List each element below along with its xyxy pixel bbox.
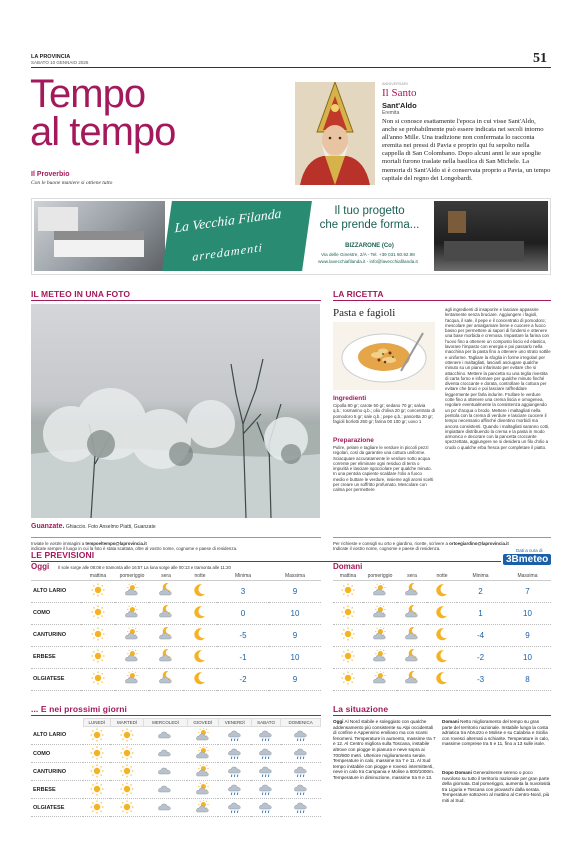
cloud-moon-icon — [149, 580, 183, 602]
situazione-rule — [333, 715, 551, 716]
cloud-moon-icon — [397, 668, 427, 690]
saint-portrait-icon — [295, 82, 375, 185]
situazione-domani-text: Netto miglioramento del tempo su gran parte del territorio nazionale. Instabile lungo la costa adriatica tra Abruzzo e Molise e su Calabria e Sicilia con rovesci alternati a schiarite. Temperature in calo, massime comprese tra 5 e 11, fino a 13 sulle isole. — [442, 719, 550, 747]
table-row — [333, 602, 551, 624]
table-row — [31, 745, 321, 763]
domani-label: Domani — [333, 562, 363, 571]
sun-cloud-icon — [115, 602, 149, 624]
prossimi-table — [31, 718, 321, 817]
temp-min: -2 — [457, 646, 504, 668]
ingredienti-text: Cipolla 80 gr; carote 50 gr; sedano 70 gr; salvia q.b.; rosmarino q.b.; olio d'oliva 20 gr; concentrato di pomodoro 5 gr; sale q.b.; pepe q.b.; pancetta 20 gr; fagioli borlotti 250 gr; farina 00 100 gr; uovo 1 — [333, 403, 435, 424]
temp-max: 9 — [504, 624, 551, 646]
ad-brand1: La Vecchia Filanda — [174, 205, 282, 236]
sun-info: Il sole sorge alle 08:08 e tramonta alle 16:57 La luna sorge alle 00:13 e tramonta alle 11:20 — [58, 565, 231, 570]
temp-min: -5 — [217, 624, 269, 646]
rain-icon — [281, 763, 321, 781]
page-title — [30, 72, 176, 154]
situazione-oggi-text: Al Nord stabile e soleggiato con qualche addensamento più consistente su Alpi occidentali di confine e Appennino emiliano ma con scarsi fenomeni. Temperature in aumento, massime tra 7 e 12. Al Centro migliora sulla Toscana, instabile altrove con piogge in pianura e neve sopra ai 700/800 metri. Ulteriore miglioramento serale. Temperature in calo, massime tra 7 e 11. Al Sud tempo instabile con piogge e rovesci intermittenti, neve in calo tra Campania e Molise a 800/1000m. Temperature in diminuzione, massime tra 9 e 13. — [333, 719, 436, 780]
domani-table — [333, 572, 551, 691]
col-massima: Massima — [269, 572, 321, 580]
moon-icon — [183, 646, 217, 668]
moon-icon — [427, 668, 457, 690]
photo-note-text2: indicate sempre il luogo in cui la foto è stata scattata, oltre al vostro nome, cognome e paese di residenza. — [31, 546, 238, 552]
day-header: MERCOLEDÌ — [144, 719, 188, 727]
sun-icon — [83, 763, 110, 781]
cloud-icon — [144, 781, 188, 799]
frozen-landscape-icon — [31, 304, 320, 518]
rain-icon — [281, 745, 321, 763]
advertisement — [31, 198, 551, 275]
cloud-moon-icon — [149, 668, 183, 690]
table-row — [31, 799, 321, 817]
sun-icon — [110, 781, 143, 799]
sun-cloud-icon — [115, 668, 149, 690]
meteo-foto-header: IL METEO IN UNA FOTO — [31, 289, 131, 299]
temp-max: 8 — [504, 668, 551, 690]
day-header: DOMENICA — [281, 719, 321, 727]
col-pomeriggio: pomeriggio — [363, 572, 397, 580]
sun-icon — [333, 624, 363, 646]
ricetta-note-email[interactable]: ortoegiardino@laprovincia.it — [449, 541, 509, 546]
sun-icon — [333, 580, 363, 602]
rain-icon — [281, 781, 321, 799]
temp-max: 10 — [504, 602, 551, 624]
sun-cloud-icon — [187, 727, 218, 745]
location-name: CANTURINO — [31, 624, 81, 646]
moon-icon — [183, 668, 217, 690]
location-name: ALTO LARIO — [31, 727, 83, 745]
ad-logo — [162, 201, 312, 271]
sun-cloud-icon — [363, 668, 397, 690]
cloud-moon-icon — [149, 624, 183, 646]
temp-max: 10 — [504, 646, 551, 668]
moon-icon — [427, 624, 457, 646]
temp-min: 3 — [217, 580, 269, 602]
cloud-icon — [144, 745, 188, 763]
sun-icon — [83, 727, 110, 745]
rain-icon — [281, 727, 321, 745]
day-header: GIOVEDÌ — [187, 719, 218, 727]
meteo-credit-logo: 3Bmeteo — [503, 554, 551, 565]
sun-icon — [110, 763, 143, 781]
sun-cloud-icon — [187, 745, 218, 763]
proverbio-label: Il Proverbio — [31, 171, 70, 178]
table-row — [31, 727, 321, 745]
col-minima: Minima — [457, 572, 504, 580]
moon-icon — [427, 602, 457, 624]
sun-icon — [83, 799, 110, 817]
col-mattina: mattina — [333, 572, 363, 580]
temp-max: 7 — [504, 580, 551, 602]
table-row — [333, 646, 551, 668]
location-name: ALTO LARIO — [31, 580, 81, 602]
situazione-dopo — [442, 770, 551, 804]
cloud-moon-icon — [149, 602, 183, 624]
photo-caption-text: Ghiaccio. Foto Anselmo Piatti, Guanzate — [65, 524, 156, 530]
santo-role: Eremita — [382, 110, 400, 116]
photo-caption — [31, 523, 156, 530]
day-header: LUNEDÌ — [83, 719, 110, 727]
sun-icon — [110, 799, 143, 817]
ad-slogan2: che prende forma... — [319, 219, 420, 231]
ricetta-note-text2: Indicate il vostro nome, cognome e paese di residenza. — [333, 546, 441, 552]
col-sera: sera — [397, 572, 427, 580]
photo-caption-bold: Guanzate. — [31, 523, 65, 530]
ad-address: Via delle Ginestre, 2/A - Tel. +39 031 80.92.98 — [321, 252, 415, 257]
rain-icon — [251, 727, 281, 745]
proverbio-text: Con le buone maniere si ottiene tutto — [31, 180, 113, 186]
rain-icon — [218, 745, 251, 763]
temp-min: 0 — [217, 602, 269, 624]
table-row — [333, 580, 551, 602]
sun-cloud-icon — [187, 781, 218, 799]
previsioni-rule — [31, 561, 501, 562]
saint-portrait — [295, 82, 375, 185]
photo-note-email[interactable]: tempoeltempo@laprovincia.it — [85, 541, 147, 546]
cloud-moon-icon — [397, 602, 427, 624]
temp-max: 9 — [269, 668, 321, 690]
moon-icon — [427, 646, 457, 668]
temp-max: 9 — [269, 580, 321, 602]
cloud-moon-icon — [149, 646, 183, 668]
sun-cloud-icon — [115, 646, 149, 668]
rain-icon — [251, 763, 281, 781]
moon-icon — [183, 602, 217, 624]
ricetta-rule — [333, 300, 551, 301]
sun-icon — [333, 668, 363, 690]
ingredienti-label: Ingredienti — [333, 395, 367, 402]
sun-cloud-icon — [187, 763, 218, 781]
day-header: VENERDÌ — [218, 719, 251, 727]
preparazione-text: Pulire, pelare e tagliare le verdure in piccoli pezzi regolari, così da garantire una cottura uniforme. Sciacquare accuratamente le verdure sotto acqua corrente per eliminare ogni residuo di terra o impurità e lasciare sgocciolare per qualche minuto. In una pentola capiente scaldare l'olio a fuoco medio e buttare le verdure, insieme agli aromi scelti per creare un soffritto profumato. Mescolare con calma per permettere — [333, 445, 434, 493]
temp-min: -3 — [457, 668, 504, 690]
photo-note-text1: Inviate le vostre immagini a — [31, 541, 86, 546]
rain-icon — [281, 799, 321, 817]
table-row — [31, 580, 321, 602]
previsioni-header: LE PREVISIONI — [31, 550, 95, 560]
col-pomeriggio: pomeriggio — [115, 572, 149, 580]
sun-icon — [81, 646, 115, 668]
day-header: MARTEDÌ — [110, 719, 143, 727]
rain-icon — [251, 799, 281, 817]
temp-min: 2 — [457, 580, 504, 602]
sun-icon — [81, 580, 115, 602]
cloud-moon-icon — [397, 624, 427, 646]
ricetta-note-text1: Per richieste e consigli su orto e giardino, ricette, scrivere a — [333, 541, 450, 546]
rain-icon — [218, 781, 251, 799]
cloud-moon-icon — [397, 646, 427, 668]
masthead-rule — [31, 67, 551, 68]
sun-icon — [81, 602, 115, 624]
table-row — [333, 624, 551, 646]
meteo-photo — [31, 304, 320, 518]
col-notte: notte — [183, 572, 217, 580]
col-minima: Minima — [217, 572, 269, 580]
table-row — [31, 602, 321, 624]
location-name: OLGIATESE — [31, 799, 83, 817]
sun-icon — [83, 745, 110, 763]
location-name: COMO — [31, 745, 83, 763]
santo-text: Non si conosce esattamente l'epoca in cui visse Sant'Aldo, anche se probabilmente può essere indicata nei secoli intorno all'anno Mille. Una tradizione non confermata lo racconta eremita nei pressi di Pavia e proprio qui fu sepolto nella cappella di San Colombano. Dopo alcuni anni le sue spoglie mortali furono traslate nella basilica di San Michele. La memoria di Sant'Aldo si è conservata proprio a Pavia, un tempo capitale del regno dei Longobardi. — [382, 118, 551, 182]
moon-icon — [427, 580, 457, 602]
sun-icon — [110, 745, 143, 763]
ad-slogan1: Il tuo progetto — [334, 205, 405, 217]
situazione-oggi-label: Oggi — [333, 719, 344, 724]
prossimi-rule — [31, 715, 321, 716]
table-row — [31, 781, 321, 799]
temp-min: -4 — [457, 624, 504, 646]
cloud-icon — [144, 799, 188, 817]
location-name: OLGIATESE — [31, 668, 81, 690]
santo-label: Il Santo — [382, 87, 417, 99]
sun-cloud-icon — [363, 580, 397, 602]
oggi-table — [31, 572, 321, 691]
masthead-paper: LA PROVINCIA — [31, 54, 71, 60]
location-name: CANTURINO — [31, 763, 83, 781]
sun-cloud-icon — [363, 646, 397, 668]
sun-icon — [333, 646, 363, 668]
sun-cloud-icon — [187, 799, 218, 817]
temp-max: 9 — [269, 624, 321, 646]
ricetta-note-rule — [333, 537, 551, 538]
rain-icon — [218, 763, 251, 781]
table-row — [31, 763, 321, 781]
temp-max: 10 — [269, 602, 321, 624]
rain-icon — [251, 745, 281, 763]
preparazione-text-col2: agli ingredienti di insaporire e lasciare appassire lentamente senza bruciare. Aggiungere i fagioli, l'acqua, il sale, il pepe e il concentrato di pomodoro; mescolare per amalgamare bene e cuocere a fuoco basso per permettere ai sapori di fondersi e ottenere una base morbida e cremosa. Impastare la farina con l'uovo fino a ottenere un composto liscio ed elastico, lavorare l'impasto con energia e poi passarlo nella macchina per la pasta fino a ottenere uno strato sottile e uniforme. Tagliare la sfoglia in forme irregolari per ottenere i maltagliati, lasciarli asciugare qualche minuto su un piano infarinato per evitare che si attacchino. Mettere la pancetta su una teglia rivestita di carta forno e infornare per qualche minuto finché diventa croccante e dorata, controllare la cottura per evitare che bruci e poi lasciare raffreddare leggermente per farla indurire. Frullare le verdure cotte fino a ottenere una crema liscia e omogenea, regolare eventualmente la consistenza aggiungendo un po' d'acqua o brodo. Mettere i maltagliati nella pentola con la crema di verdure e lasciare cuocere il tempo necessario affinché diventino morbidi ma ancora consistenti. Quando i maltagliati saranno cotti, impiattare distribuendo la crema e la pasta in modo armonico e decorare con la pancetta croccante spezzettata, aggiungere se si desidera un filo d'olio a crudo o qualche erba fresca per completare il piatto. — [445, 307, 551, 450]
table-row — [333, 668, 551, 690]
sun-cloud-icon — [115, 624, 149, 646]
sun-icon — [333, 602, 363, 624]
rain-icon — [218, 727, 251, 745]
col-notte: notte — [427, 572, 457, 580]
location-name: ERBESE — [31, 646, 81, 668]
cloud-icon — [144, 763, 188, 781]
sun-cloud-icon — [363, 602, 397, 624]
sun-cloud-icon — [115, 580, 149, 602]
temp-min: -1 — [217, 646, 269, 668]
situazione-dopo-label: Dopo Domani — [442, 770, 472, 775]
meteo-credit-small: Dati a cura di — [516, 548, 543, 553]
page-title-line1: Tempo — [30, 72, 146, 116]
table-row — [31, 668, 321, 690]
cloud-moon-icon — [397, 580, 427, 602]
meteo-foto-rule — [31, 300, 321, 301]
sun-icon — [81, 624, 115, 646]
oggi-label: Oggi — [31, 562, 50, 571]
pasta-dish-icon — [333, 322, 435, 390]
temp-min: -2 — [217, 668, 269, 690]
table-row — [31, 646, 321, 668]
ricetta-title: Pasta e fagioli — [333, 307, 396, 319]
temp-min: 1 — [457, 602, 504, 624]
location-name: COMO — [31, 602, 81, 624]
rain-icon — [218, 799, 251, 817]
preparazione-label: Preparazione — [333, 437, 374, 444]
situazione-dopo-text: Generalmente sereno o poco nuvoloso su tutto il territorio nazionale per gran parte della giornata. Dal pomeriggio, aumenta la nuvolosità tra Liguria e Toscana con piovaschi dalla serata. Temperature sottozero al mattino al Centro-Nord, più miti al Sud. — [442, 770, 551, 803]
photo-note-rule — [31, 537, 321, 538]
ad-photo-kitchen — [434, 201, 548, 271]
situazione-domani — [442, 719, 551, 747]
prossimi-header: ... E nei prossimi giorni — [31, 704, 128, 714]
santo-kicker: ANNIVERSARI — [382, 82, 408, 86]
temp-max: 10 — [269, 646, 321, 668]
sun-icon — [81, 668, 115, 690]
table-row — [31, 624, 321, 646]
situazione-oggi — [333, 719, 437, 781]
location-name: ERBESE — [31, 781, 83, 799]
sun-icon — [110, 727, 143, 745]
ad-web: www.lavecchiafilanda.it - info@lavecchiafilanda.it — [318, 259, 418, 264]
cloud-icon — [144, 727, 188, 745]
situazione-header: La situazione — [333, 704, 389, 714]
ad-city: BIZZARONE (Co) — [345, 243, 394, 249]
sun-cloud-icon — [363, 624, 397, 646]
page-number: 51 — [533, 51, 547, 66]
col-mattina: mattina — [81, 572, 115, 580]
masthead-date: SABATO 10 GENNAIO 2026 — [31, 60, 89, 65]
ricetta-header: LA RICETTA — [333, 289, 384, 299]
sun-icon — [83, 781, 110, 799]
rain-icon — [251, 781, 281, 799]
col-massima: Massima — [504, 572, 551, 580]
page-title-line2: al tempo — [30, 110, 176, 154]
col-sera: sera — [149, 572, 183, 580]
moon-icon — [183, 580, 217, 602]
day-header: SABATO — [251, 719, 281, 727]
situazione-domani-label: Domani — [442, 719, 459, 724]
moon-icon — [183, 624, 217, 646]
ad-brand2: arredamenti — [192, 240, 263, 264]
ad-photo-bedroom — [34, 201, 165, 271]
santo-name: Sant'Aldo — [382, 101, 417, 110]
pasta-photo — [333, 322, 435, 390]
